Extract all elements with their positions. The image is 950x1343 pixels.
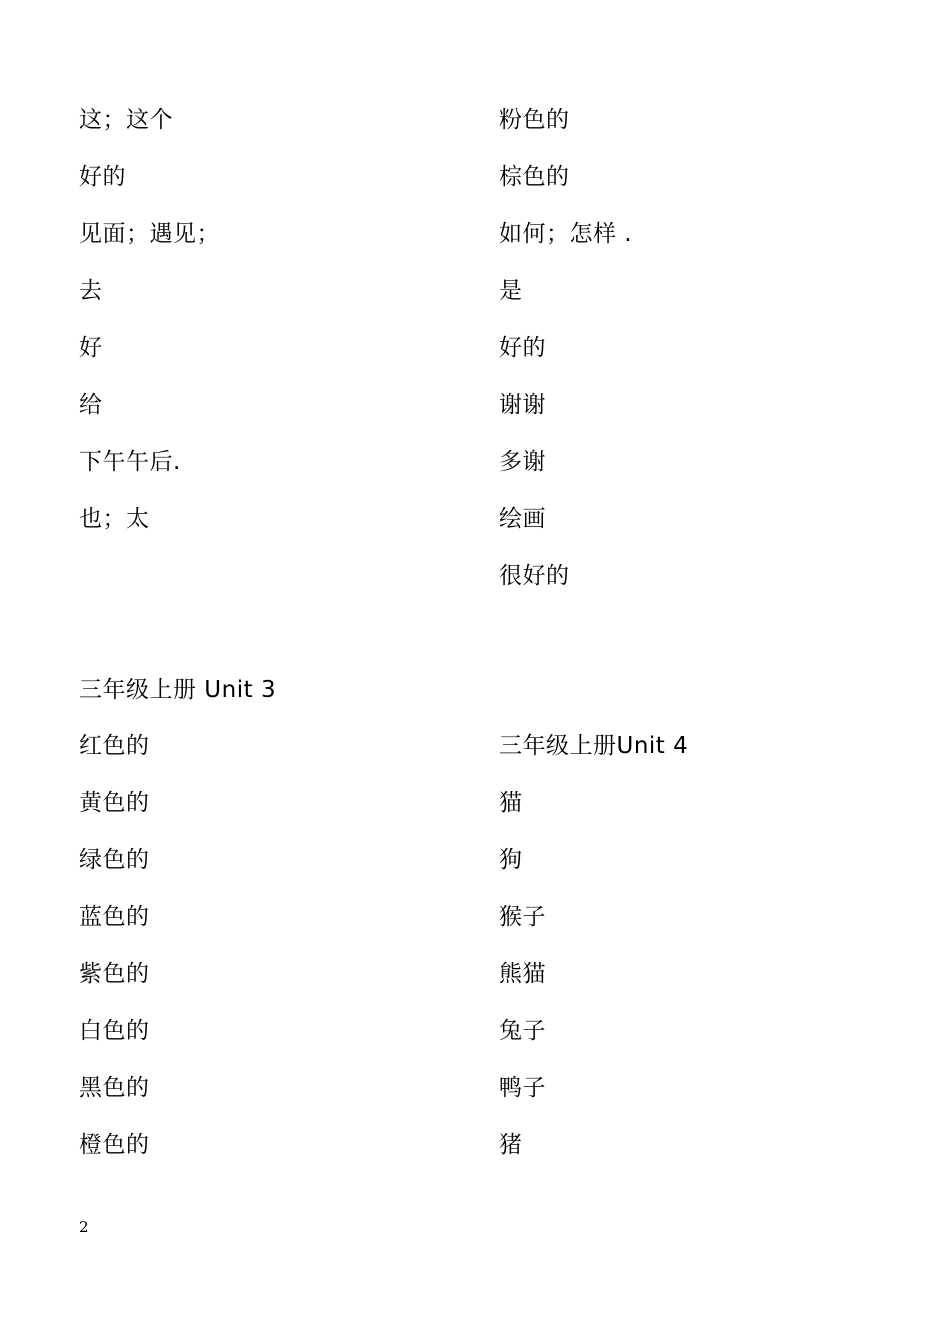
vocab-item: 橙色的 bbox=[79, 1132, 150, 1158]
vocab-item: 好的 bbox=[79, 164, 126, 190]
vocab-item: 鸭子 bbox=[499, 1075, 546, 1101]
vocab-item: 绿色的 bbox=[79, 847, 150, 873]
vocab-item: 是 bbox=[499, 278, 523, 304]
vocab-item: 如何；怎样 . bbox=[499, 221, 633, 247]
vocab-item: 谢谢 bbox=[499, 392, 546, 418]
vocab-item: 很好的 bbox=[499, 563, 570, 589]
vocab-item: 见面；遇见； bbox=[79, 221, 220, 247]
vocab-item: 好的 bbox=[499, 335, 546, 361]
vocab-item: 黄色的 bbox=[79, 790, 150, 816]
vocab-item: 狗 bbox=[499, 847, 523, 873]
unit3-heading: 三年级上册 Unit 3 bbox=[79, 677, 277, 703]
vocab-item: 猪 bbox=[499, 1132, 523, 1158]
vocab-item: 粉色的 bbox=[499, 107, 570, 133]
vocab-item: 也；太 bbox=[79, 506, 150, 532]
vocab-item: 白色的 bbox=[79, 1018, 150, 1044]
vocab-item: 棕色的 bbox=[499, 164, 570, 190]
vocab-item: 黑色的 bbox=[79, 1075, 150, 1101]
vocab-item: 好 bbox=[79, 335, 103, 361]
vocab-item: 下午午后. bbox=[79, 449, 181, 475]
unit4-heading: 三年级上册Unit 4 bbox=[499, 733, 689, 759]
vocab-item: 猫 bbox=[499, 790, 523, 816]
vocab-item: 猴子 bbox=[499, 904, 546, 930]
page-number: 2 bbox=[79, 1218, 89, 1236]
vocab-item: 红色的 bbox=[79, 733, 150, 759]
vocab-item: 去 bbox=[79, 278, 103, 304]
vocab-item: 蓝色的 bbox=[79, 904, 150, 930]
vocab-item: 给 bbox=[79, 392, 103, 418]
vocab-item: 紫色的 bbox=[79, 961, 150, 987]
vocab-item: 这；这个 bbox=[79, 107, 173, 133]
vocab-item: 多谢 bbox=[499, 449, 546, 475]
vocab-item: 熊猫 bbox=[499, 961, 546, 987]
vocab-item: 绘画 bbox=[499, 506, 546, 532]
vocab-item: 兔子 bbox=[499, 1018, 546, 1044]
